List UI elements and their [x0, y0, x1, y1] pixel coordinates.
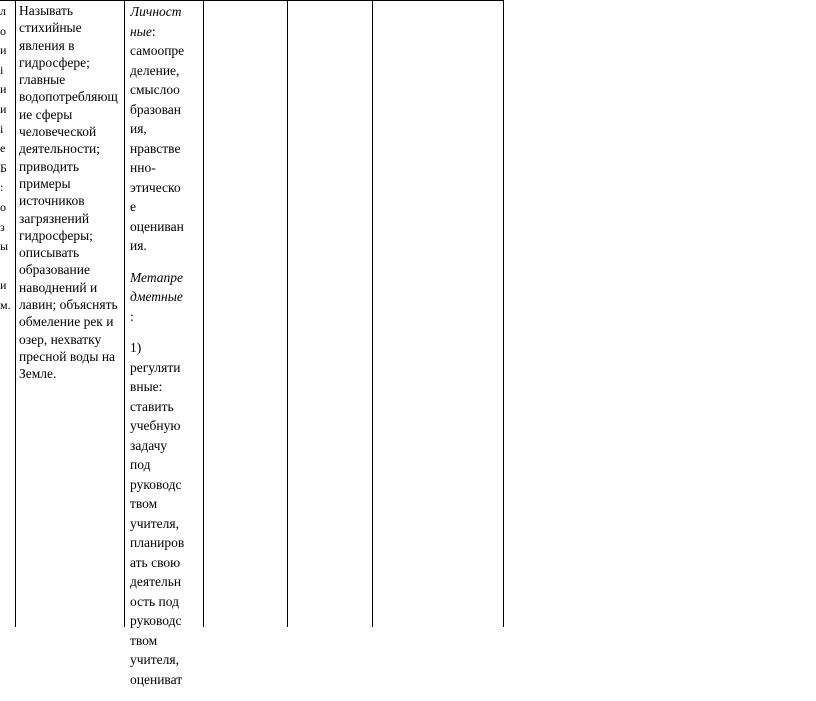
table-column-divider-2 — [124, 0, 125, 627]
clipped-fragment: и — [0, 82, 7, 97]
text-line: твом — [130, 496, 158, 511]
text-line: явления в — [19, 37, 75, 53]
text-line: регуляти — [130, 359, 181, 375]
clipped-fragment: л — [0, 4, 6, 18]
text-line: бразован — [130, 101, 182, 117]
text-line: учебную — [130, 418, 181, 433]
clipped-fragment: і — [0, 121, 4, 136]
text-line: примеры — [19, 175, 71, 191]
clipped-fragment: е — [0, 141, 6, 156]
text-line: главные — [19, 72, 66, 88]
text-line: деление, — [130, 62, 180, 78]
text-line: учителя, — [130, 652, 179, 667]
text-line: деятельн — [130, 574, 182, 589]
text-line: самоопре — [130, 43, 185, 58]
text-line: оцениват — [130, 671, 183, 687]
text-line: ия, — [130, 121, 147, 136]
text-line: Земле. — [19, 366, 57, 382]
text-line: обмеление рек и — [19, 314, 114, 330]
text-line: учителя, — [130, 515, 179, 531]
text-line: смыслоо — [130, 82, 180, 97]
personal-label-line: ные — [130, 23, 152, 39]
text-line: вные: — [130, 379, 163, 394]
text-line: описывать — [19, 245, 80, 261]
clipped-fragment: : — [0, 180, 4, 195]
clipped-fragment: і — [0, 62, 4, 77]
table-cell-subject-results — [19, 0, 122, 383]
text-line: е — [130, 199, 136, 214]
text-line: нравстве — [130, 140, 181, 156]
clipped-fragment: Б — [0, 160, 7, 175]
table-cell-empty-5 — [288, 0, 372, 627]
text-line: ставить — [130, 398, 174, 414]
clipped-fragment — [0, 257, 14, 277]
text-line: гидросфере; — [19, 54, 90, 70]
meta-label-line: дметные — [130, 289, 183, 304]
clipped-fragment: о — [0, 199, 6, 214]
meta-label-line: Метапре — [130, 269, 184, 285]
text-line: гидросферы; — [19, 227, 93, 243]
text-line: лавин; объяснять — [19, 297, 118, 313]
table-cell-uud-results — [130, 0, 199, 701]
text-line: водопотребляющ — [19, 89, 118, 105]
text-line: источников — [19, 193, 85, 209]
regulative-results-block — [130, 338, 199, 689]
text-line: Называть — [19, 3, 74, 18]
table-right-border — [503, 0, 504, 627]
table-column-divider-1 — [15, 0, 16, 627]
meta-label-colon: : — [130, 308, 134, 324]
text-line: наводнений и — [19, 279, 98, 295]
text-line: этическо — [130, 179, 181, 195]
table-cell-empty-6 — [373, 0, 503, 627]
clipped-fragment: з — [0, 219, 5, 234]
text-line: ать свою — [130, 554, 181, 570]
text-line: руководс — [130, 613, 182, 628]
text-line: ия. — [130, 238, 147, 253]
text-line: пресной воды на — [19, 348, 116, 364]
text-line: ость под — [130, 593, 179, 609]
personal-label-colon: : — [151, 23, 156, 39]
table-cell-topic-clipped — [0, 0, 14, 316]
clipped-fragment: м. — [0, 297, 11, 312]
table-cell-empty-4 — [204, 0, 287, 627]
text-line: под — [130, 457, 151, 472]
text-line: задачу — [130, 437, 168, 453]
clipped-fragment: и — [0, 43, 7, 58]
clipped-fragment: о — [0, 23, 6, 38]
text-line: человеческой — [19, 124, 97, 140]
text-line: озер, нехватку — [19, 331, 102, 347]
text-line: оцениван — [130, 218, 184, 234]
text-line: ие сферы — [19, 106, 73, 122]
text-line: загрязнений — [19, 210, 90, 226]
text-line: твом — [130, 632, 158, 648]
text-line: 1) — [130, 340, 142, 355]
text-line: планиров — [130, 535, 185, 550]
personal-results-block — [130, 2, 199, 256]
meta-results-label-block — [130, 268, 199, 327]
text-line: стихийные — [19, 20, 82, 36]
text-line: образование — [19, 262, 90, 278]
text-line: нно- — [130, 160, 156, 175]
personal-label-line: Личност — [130, 4, 182, 19]
text-line: деятельности; — [19, 141, 101, 157]
text-line: руководс — [130, 476, 182, 492]
clipped-fragment: и — [0, 101, 7, 116]
clipped-fragment: и — [0, 278, 7, 293]
clipped-fragment: ы — [0, 239, 9, 254]
text-line: приводить — [19, 158, 79, 174]
